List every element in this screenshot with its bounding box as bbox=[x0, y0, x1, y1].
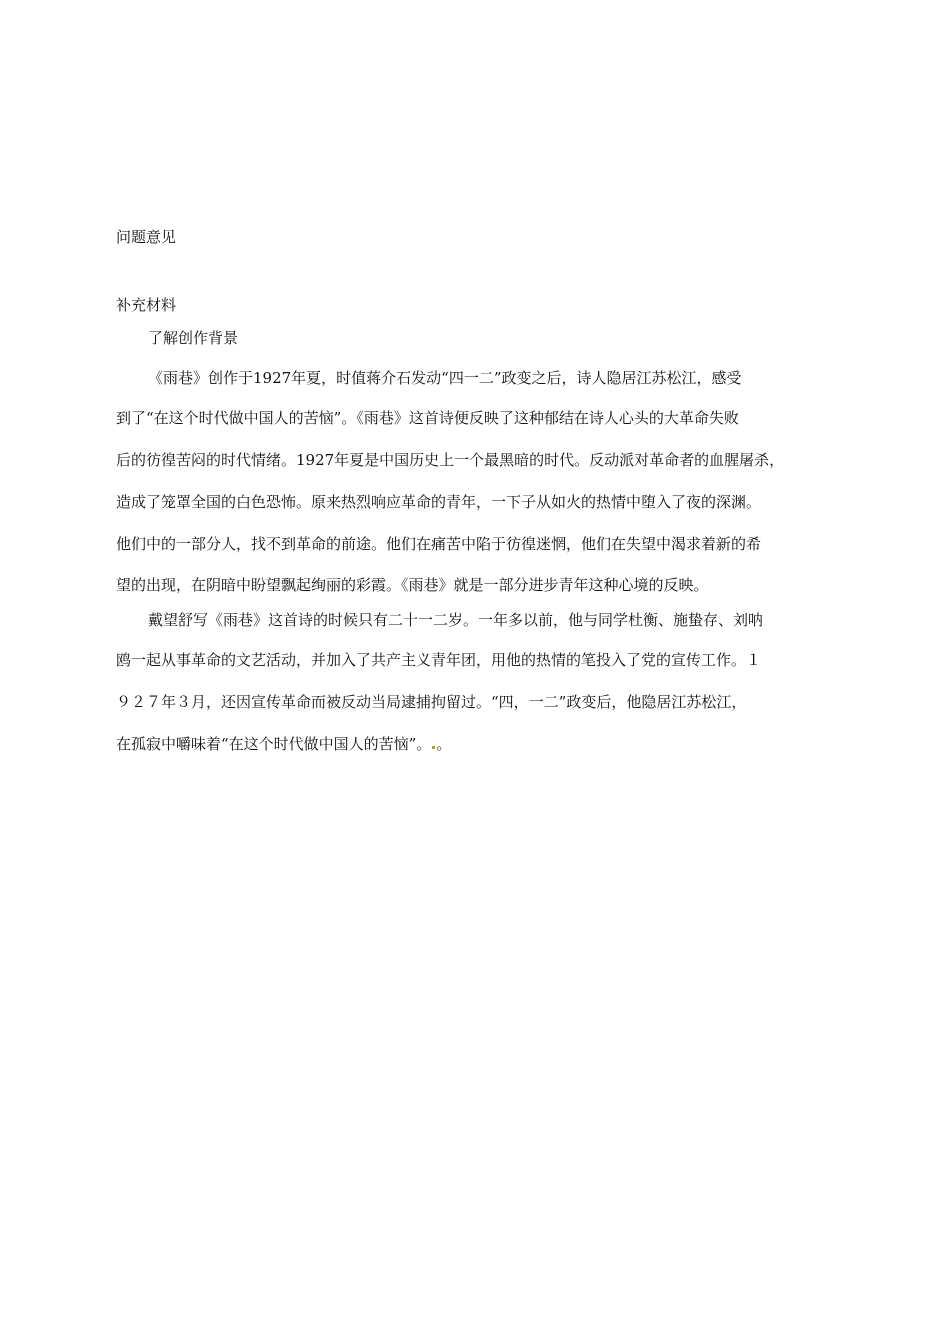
paragraph1-line: 后的彷徨苦闷的时代情绪。1927年夏是中国历史上一个最黑暗的时代。反动派对革命者的血腥屠杀， bbox=[116, 451, 785, 469]
paragraph2-trailing-mark: 。 bbox=[436, 735, 452, 753]
background-heading: 了解创作背景 bbox=[148, 329, 239, 347]
paragraph2-line: 鸥一起从事革命的文艺活动，并加入了共产主义青年团，用他的热情的笔投入了党的宣传工作。１ bbox=[116, 651, 762, 669]
paragraph2-last-text: 在孤寂中嚼味着“在这个时代做中国人的苦恼”。 bbox=[116, 735, 432, 753]
paragraph1-line: 《雨巷》创作于1927年夏，时值蒋介石发动“四一二”政变之后，诗人隐居江苏松江，感受 bbox=[148, 369, 742, 387]
paragraph1-line: 到了“在这个时代做中国人的苦恼”。《雨巷》这首诗便反映了这种郁结在诗人心头的大革命失败 bbox=[116, 409, 739, 427]
problem-heading: 问题意见 bbox=[116, 228, 177, 246]
annotation-dot bbox=[432, 746, 435, 749]
paragraph2-last-line bbox=[116, 734, 451, 754]
paragraph1-line: 他们中的一部分人，找不到革命的前途。他们在痛苦中陷于彷徨迷惘，他们在失望中渴求着新的希 bbox=[116, 535, 762, 553]
supplement-heading: 补充材料 bbox=[116, 296, 177, 314]
paragraph1-line: 望的出现，在阴暗中盼望飘起绚丽的彩霞。《雨巷》就是一部分进步青年这种心境的反映。 bbox=[116, 576, 709, 594]
paragraph2-line: 戴望舒写《雨巷》这首诗的时候只有二十一二岁。一年多以前，他与同学杜衡、施蛰存、刘呐 bbox=[148, 611, 764, 629]
paragraph2-line: ９２７年３月，还因宣传革命而被反动当局逮捕拘留过。“四，一二”政变后，他隐居江苏松江， bbox=[116, 693, 747, 711]
paragraph1-line: 造成了笼罩全国的白色恐怖。原来热烈响应革命的青年，一下子从如火的热情中堕入了夜的深渊。 bbox=[116, 493, 762, 511]
